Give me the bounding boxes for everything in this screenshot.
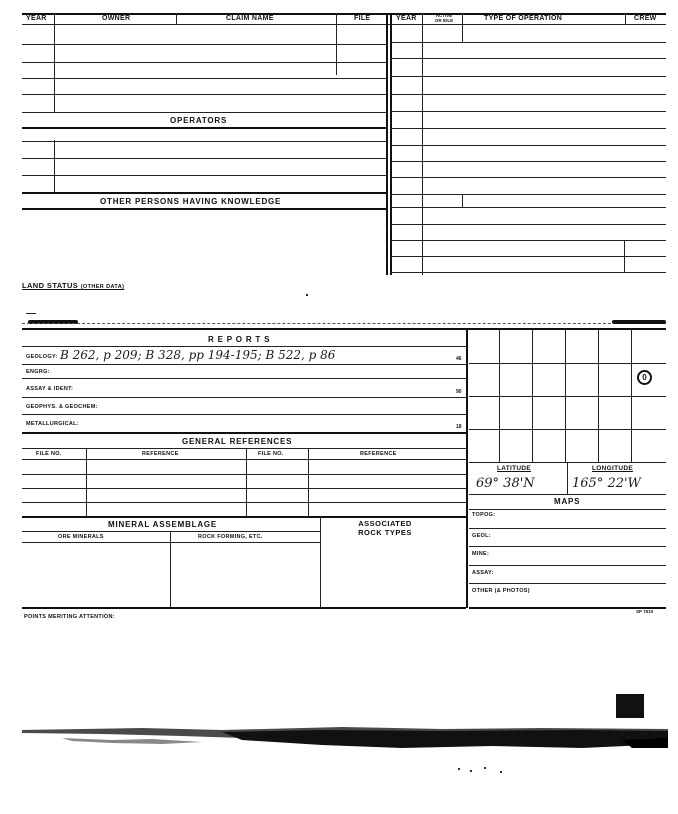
latitude-value: 69° 38'N	[476, 476, 535, 491]
points-meriting-attention: POINTS MERITING ATTENTION:	[24, 614, 115, 620]
latitude-label: LATITUDE	[497, 465, 532, 472]
header-active-or-idle: ACTIVE OR IDLE	[434, 13, 454, 23]
general-references-heading: GENERAL REFERENCES	[182, 437, 293, 446]
assay-ident-number: 90	[456, 389, 462, 395]
rock-forming-label: ROCK FORMING, ETC.	[198, 534, 263, 540]
header-crew: CREW	[634, 15, 657, 22]
ref-col-file-no-1: FILE NO.	[36, 451, 62, 457]
circled-mark: 0	[637, 370, 652, 385]
metallurgical-number: 18	[456, 424, 462, 430]
longitude-value: 165° 22'W	[572, 476, 641, 491]
top-table	[0, 0, 678, 275]
reports-heading: R E P O R T S	[208, 335, 271, 344]
maps-topog-label: TOPOG:	[472, 512, 496, 518]
scan-noise-band	[22, 718, 668, 758]
associated-rock-types: ASSOCIATED ROCK TYPES	[358, 519, 412, 537]
scan-dark-block	[616, 694, 644, 718]
header-file: FILE	[354, 15, 371, 22]
mineral-assemblage-heading: MINERAL ASSEMBLAGE	[108, 520, 218, 529]
header-type-of-operation: TYPE OF OPERATION	[484, 15, 563, 22]
geophys-geochem-label: GEOPHYS. & GEOCHEM:	[26, 404, 98, 410]
ref-col-file-no-2: FILE NO.	[258, 451, 284, 457]
ore-minerals-label: ORE MINERALS	[58, 534, 104, 540]
header-claim-name: CLAIM NAME	[226, 15, 274, 22]
maps-geol-label: GEOL:	[472, 533, 491, 539]
operators-heading: OPERATORS	[170, 116, 228, 125]
longitude-label: LONGITUDE	[592, 465, 633, 472]
maps-assay-label: ASSAY:	[472, 570, 494, 576]
header-year: YEAR	[26, 15, 47, 22]
maps-other-label: OTHER (& PHOTOS)	[472, 588, 530, 594]
land-status-label: LAND STATUS (OTHER DATA)	[22, 281, 125, 290]
geology-number: 46	[456, 356, 462, 362]
other-persons-heading: OTHER PERSONS HAVING KNOWLEDGE	[100, 197, 282, 206]
metallurgical-label: METALLURGICAL:	[26, 421, 79, 427]
geology-handwritten: B 262, p 209; B 328, pp 194-195; B 522, p 86	[60, 348, 336, 362]
ref-col-reference-2: REFERENCE	[360, 451, 397, 457]
header-year-right: YEAR	[396, 15, 417, 22]
form-number: SP 7510	[636, 609, 654, 614]
header-owner: OWNER	[102, 15, 131, 22]
geology-label: GEOLOGY:	[26, 354, 58, 360]
maps-mine-label: MINE:	[472, 551, 490, 557]
engrg-label: ENGRG:	[26, 369, 50, 375]
assay-ident-label: ASSAY & IDENT:	[26, 386, 74, 392]
maps-heading: MAPS	[554, 497, 581, 506]
ref-col-reference-1: REFERENCE	[142, 451, 179, 457]
